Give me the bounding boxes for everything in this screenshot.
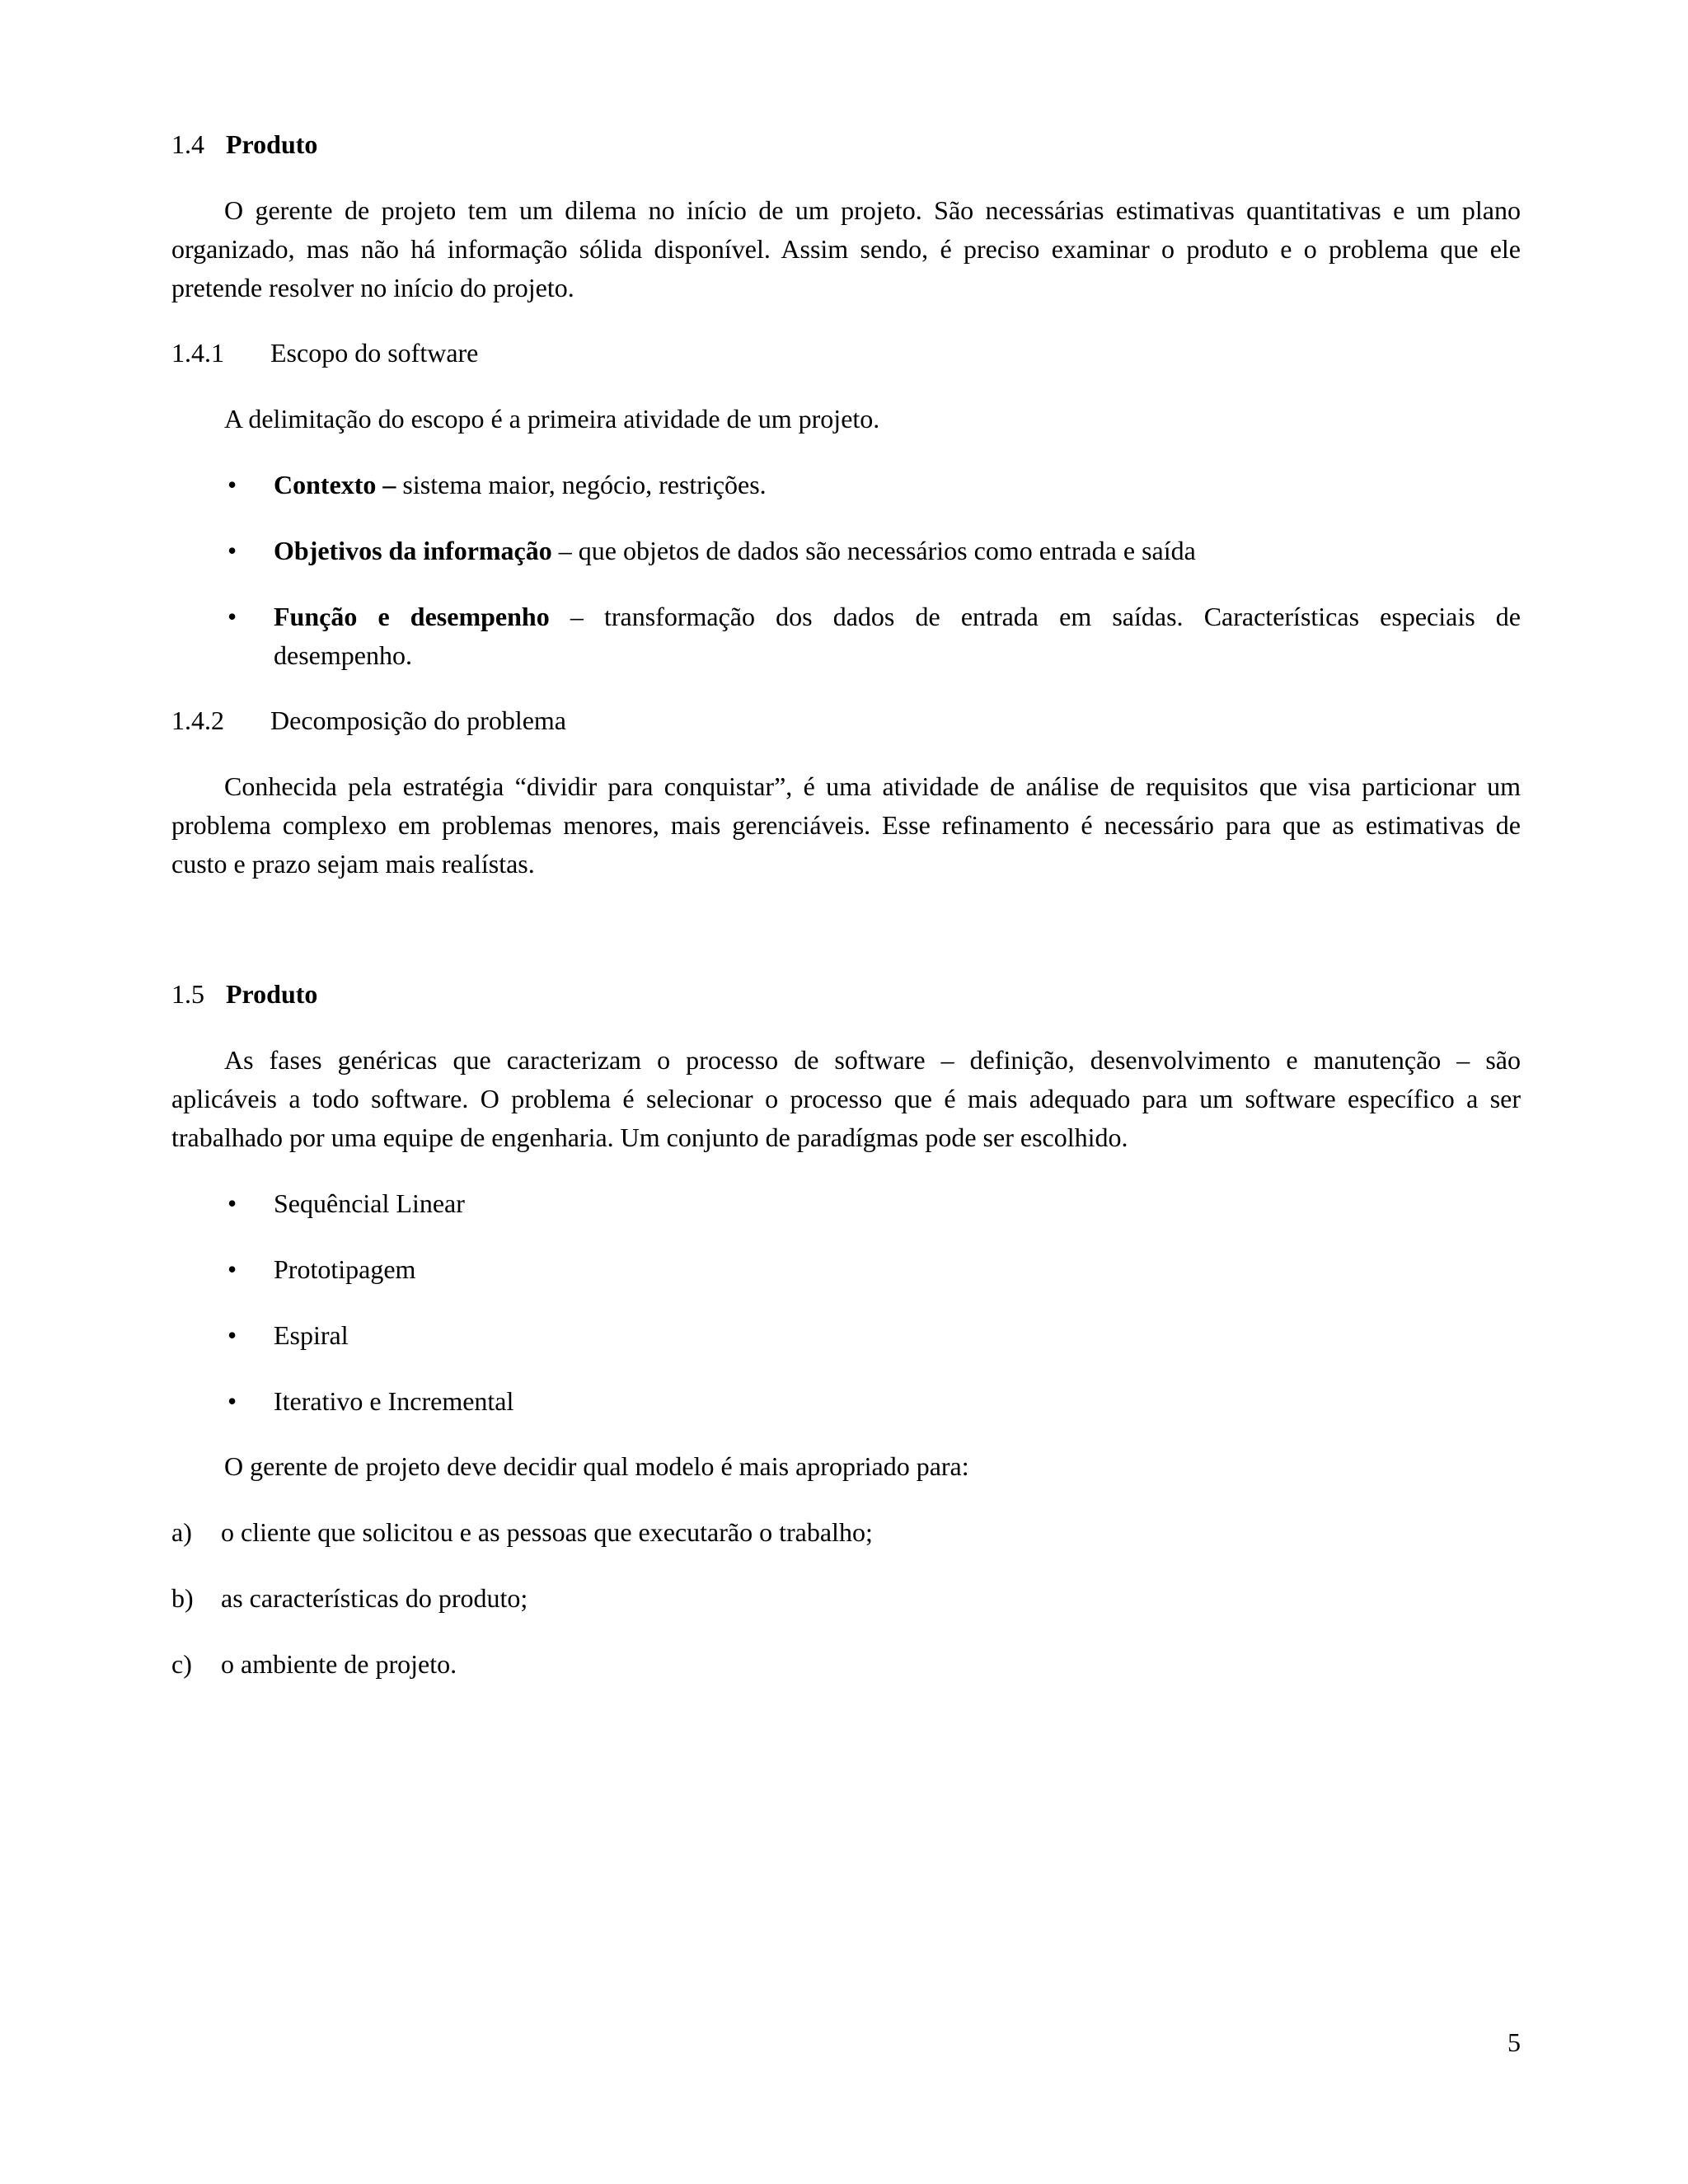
- lettered-item: [171, 1645, 1521, 1684]
- list-item: Espiral: [274, 1320, 349, 1350]
- bullet-icon: •: [227, 470, 237, 499]
- list-item-text: – que objetos de dados são necessários como entrada e saída: [551, 536, 1196, 565]
- list-item: [274, 598, 1521, 636]
- paragraph-line: Conhecida pela estratégia “dividir para conquistar”, é uma atividade de análise de requisitos que visa particionar um: [224, 771, 1521, 801]
- subsection-heading-1-4-1: [171, 334, 1521, 373]
- bullet-icon: •: [227, 602, 237, 631]
- bullet-icon: •: [227, 1386, 237, 1416]
- lettered-item: [171, 1579, 1521, 1618]
- list-item-term: Contexto –: [274, 470, 396, 499]
- item-text: o cliente que solicitou e as pessoas que executarão o trabalho;: [221, 1517, 873, 1547]
- bullet-icon: •: [227, 536, 237, 565]
- list-item: [274, 532, 1521, 570]
- list-item-continuation: desempenho.: [274, 640, 412, 670]
- paragraph-line: O gerente de projeto deve decidir qual modelo é mais apropriado para:: [224, 1451, 969, 1481]
- item-letter: b): [171, 1583, 194, 1613]
- paragraph-line: custo e prazo sejam mais realístas.: [171, 849, 535, 879]
- section-heading-1-5: [171, 975, 1521, 1014]
- paragraph-line: pretende resolver no início do projeto.: [171, 273, 574, 302]
- list-item: Iterativo e Incremental: [274, 1386, 514, 1416]
- item-letter: a): [171, 1517, 192, 1547]
- paragraph-line: problema complexo em problemas menores, mais gerenciáveis. Esse refinamento é necessário para que as estimativas de: [171, 810, 1521, 840]
- list-item-text: – transformação dos dados de entrada em saídas. Características especiais de: [549, 602, 1522, 631]
- paragraph-line: A delimitação do escopo é a primeira atividade de um projeto.: [224, 404, 880, 434]
- item-text: o ambiente de projeto.: [221, 1649, 457, 1679]
- item-letter: c): [171, 1649, 192, 1679]
- list-item: Sequêncial Linear: [274, 1188, 465, 1218]
- paragraph-line: trabalhado por uma equipe de engenharia. Um conjunto de paradígmas pode ser escolhido.: [171, 1122, 1128, 1152]
- bullet-icon: •: [227, 1188, 237, 1218]
- paragraph-line: As fases genéricas que caracterizam o processo de software – definição, desenvolvimento e manutenção – são: [224, 1045, 1521, 1075]
- bullet-icon: •: [227, 1254, 237, 1284]
- list-item-text: sistema maior, negócio, restrições.: [396, 470, 767, 499]
- paragraph-line: aplicáveis a todo software. O problema é selecionar o processo que é mais adequado para um software específico a ser: [171, 1084, 1521, 1113]
- item-text: as características do produto;: [221, 1583, 528, 1613]
- section-heading-1-4: [171, 125, 1521, 164]
- subsection-title: Decomposição do problema: [270, 705, 566, 735]
- subsection-heading-1-4-2: [171, 701, 1521, 740]
- lettered-item: [171, 1513, 1521, 1552]
- list-item-term: Objetivos da informação: [274, 536, 552, 565]
- list-item: [274, 466, 1521, 504]
- page-number: 5: [1507, 2027, 1521, 2057]
- subsection-title: Escopo do software: [270, 338, 479, 368]
- list-item: Prototipagem: [274, 1254, 416, 1284]
- section-title: Produto: [226, 979, 318, 1009]
- bullet-icon: •: [227, 1320, 237, 1350]
- section-number: 1.5: [171, 979, 204, 1009]
- paragraph-line: O gerente de projeto tem um dilema no início de um projeto. São necessárias estimativas quantitativas e um plano: [224, 195, 1521, 225]
- section-title: Produto: [226, 129, 318, 159]
- paragraph-line: organizado, mas não há informação sólida disponível. Assim sendo, é preciso examinar o produto e o problema que ele: [171, 234, 1521, 264]
- subsection-number: 1.4.2: [171, 705, 224, 735]
- list-item-term: Função e desempenho: [274, 602, 550, 631]
- subsection-number: 1.4.1: [171, 338, 224, 368]
- section-number: 1.4: [171, 129, 204, 159]
